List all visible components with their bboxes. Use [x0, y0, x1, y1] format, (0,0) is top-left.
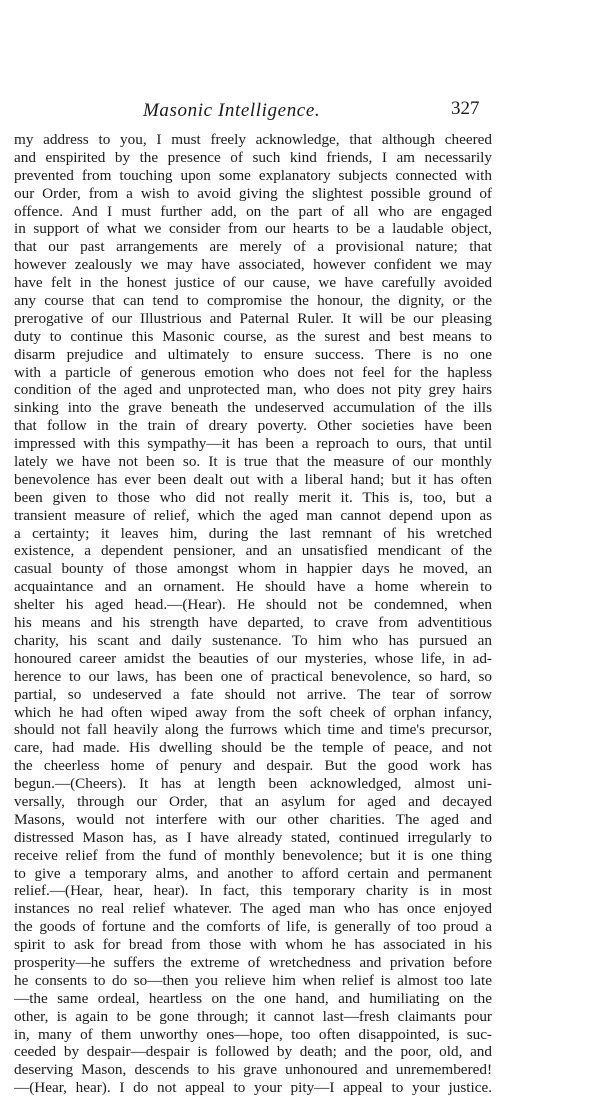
- text-line: spirit to ask for bread from those with whom he has associated in his: [14, 936, 492, 954]
- text-line: prosperity—he suffers the extreme of wretchedness and privation before: [14, 953, 492, 971]
- text-line: versally, through our Order, that an asylum for aged and decayed: [14, 792, 492, 810]
- text-line: the goods of fortune and the comforts of life, is generally of too proud a: [14, 918, 492, 936]
- text-line: Masons, would not interfere with our other charities. The aged and: [14, 810, 492, 828]
- text-line: instances no real relief whatever. The aged man who has once enjoyed: [14, 900, 492, 918]
- text-line: sinking into the grave beneath the undeserved accumulation of the ills: [14, 399, 492, 417]
- text-line: should not fall heavily along the furrows which time and time's precursor,: [14, 721, 492, 739]
- page-number: 327: [451, 98, 480, 119]
- text-line: relief.—(Hear, hear, hear). In fact, this temporary charity is in most: [14, 882, 492, 900]
- text-line: duty to continue this Masonic course, as the surest and best means to: [14, 327, 492, 345]
- text-line: distressed Mason has, as I have already stated, continued irregularly to: [14, 828, 492, 846]
- text-line: begun.—(Cheers). It has at length been acknowledged, almost uni-: [14, 775, 492, 793]
- text-line: a certainty; it leaves him, during the last remnant of his wretched: [14, 524, 492, 542]
- text-line: shelter his aged head.—(Hear). He should not be condemned, when: [14, 596, 492, 614]
- text-line: in support of what we consider from our hearts to be a laudable object,: [14, 220, 492, 238]
- text-line: ceeded by despair—despair is followed by death; and the poor, old, and: [14, 1043, 492, 1061]
- text-line: transient measure of relief, which the aged man cannot depend upon as: [14, 506, 492, 524]
- text-line: his means and his strength have departed, to crave from adventitious: [14, 614, 492, 632]
- text-line: that follow in the train of dreary poverty. Other societies have been: [14, 417, 492, 435]
- text-line: that our past arrangements are merely of a provisional nature; that: [14, 238, 492, 256]
- text-line: receive relief from the fund of monthly benevolence; but it is one thing: [14, 846, 492, 864]
- text-line: have felt in the honest justice of our cause, we have carefully avoided: [14, 274, 492, 292]
- text-line: which he had often wiped away from the soft cheek of orphan infancy,: [14, 703, 492, 721]
- text-line: with a particle of generous emotion who does not feel for the hapless: [14, 363, 492, 381]
- text-line: herence to our laws, has been one of practical benevolence, so hard, so: [14, 667, 492, 685]
- text-line: condition of the aged and unprotected man, who does not pity grey hairs: [14, 381, 492, 399]
- text-line: and enspirited by the presence of such kind friends, I am necessarily: [14, 148, 492, 166]
- text-line: any course that can tend to compromise the honour, the dignity, or the: [14, 292, 492, 310]
- text-line: deserving Mason, descends to his grave unhonoured and unremembered!: [14, 1061, 492, 1079]
- text-line: other, is again to be gone through; it cannot last—fresh claimants pour: [14, 1007, 492, 1025]
- text-line: offence. And I must further add, on the part of all who are engaged: [14, 202, 492, 220]
- running-head: Masonic Intelligence.: [143, 100, 321, 121]
- text-line: casual bounty of those amongst whom in happier days he moved, an: [14, 560, 492, 578]
- text-line: charity, his scant and daily sustenance. To him who has pursued an: [14, 631, 492, 649]
- text-line: prevented from touching upon some explanatory subjects connected with: [14, 166, 492, 184]
- body-text: [14, 131, 492, 1097]
- text-line: —(Hear, hear). I do not appeal to your pity—I appeal to your justice.: [14, 1079, 492, 1097]
- text-line: the cheerless home of penury and despair. But the good work has: [14, 757, 492, 775]
- text-line: to give a temporary alms, and another to afford certain and permanent: [14, 864, 492, 882]
- text-line: honoured career amidst the beauties of our mysteries, whose life, in ad-: [14, 649, 492, 667]
- text-line: prerogative of our Illustrious and Paternal Ruler. It will be our pleasing: [14, 309, 492, 327]
- text-line: in, many of them unworthy ones—hope, too often disappointed, is suc-: [14, 1025, 492, 1043]
- text-line: acquaintance and an ornament. He should have a home wherein to: [14, 578, 492, 596]
- text-line: impressed with this sympathy—it has been a reproach to ours, that until: [14, 435, 492, 453]
- text-line: been given to those who did not really merit it. This is, too, but a: [14, 488, 492, 506]
- text-line: care, had made. His dwelling should be the temple of peace, and not: [14, 739, 492, 757]
- text-line: existence, a dependent pensioner, and an unsatisfied mendicant of the: [14, 542, 492, 560]
- text-line: my address to you, I must freely acknowledge, that although cheered: [14, 131, 492, 148]
- text-line: benevolence has ever been dealt out with a liberal hand; but it has often: [14, 470, 492, 488]
- text-line: partial, so undeserved a fate should not arrive. The tear of sorrow: [14, 685, 492, 703]
- text-line: lately we have not been so. It is true that the measure of our monthly: [14, 453, 492, 471]
- text-line: our Order, from a wish to avoid giving the slightest possible ground of: [14, 184, 492, 202]
- text-line: disarm prejudice and ultimately to ensure success. There is no one: [14, 345, 492, 363]
- text-line: —the same ordeal, heartless on the one hand, and humiliating on the: [14, 989, 492, 1007]
- text-line: however zealously we may have associated, however confident we may: [14, 256, 492, 274]
- text-line: he consents to do so—then you relieve him when relief is almost too late: [14, 971, 492, 989]
